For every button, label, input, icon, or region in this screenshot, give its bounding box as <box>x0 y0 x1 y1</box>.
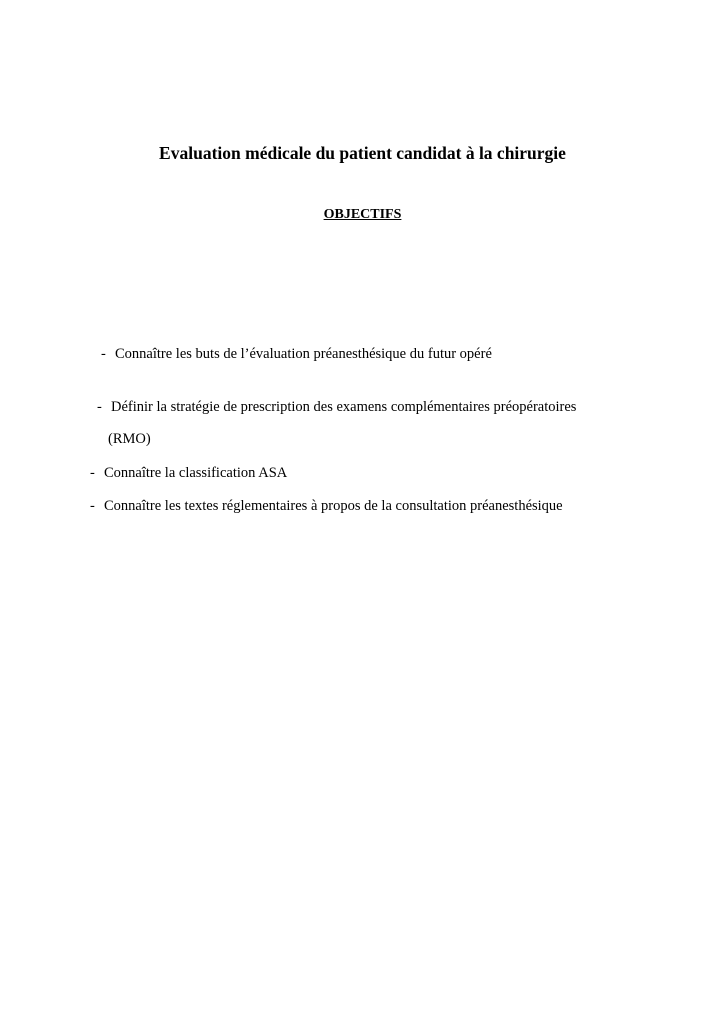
document-title: Evaluation médicale du patient candidat à la chirurgie <box>159 143 566 163</box>
bullet-dash: - <box>97 399 102 415</box>
bullet-dash: - <box>90 498 95 514</box>
bullet-dash: - <box>90 465 95 481</box>
objective-text: Connaître la classification ASA <box>104 465 288 481</box>
objective-continuation: (RMO) <box>108 431 151 447</box>
objective-text: Connaître les buts de l’évaluation préanesthésique du futur opéré <box>115 346 492 362</box>
objective-item <box>101 345 492 363</box>
bullet-dash: - <box>101 346 106 362</box>
section-heading-objectifs: OBJECTIFS <box>323 207 402 222</box>
objective-item <box>97 398 576 416</box>
objective-text: Connaître les textes réglementaires à propos de la consultation préanesthésique <box>104 498 563 514</box>
objective-text: Définir la stratégie de prescription des examens complémentaires préopératoires <box>111 399 577 415</box>
objective-item <box>90 497 563 515</box>
objective-item <box>90 464 287 482</box>
